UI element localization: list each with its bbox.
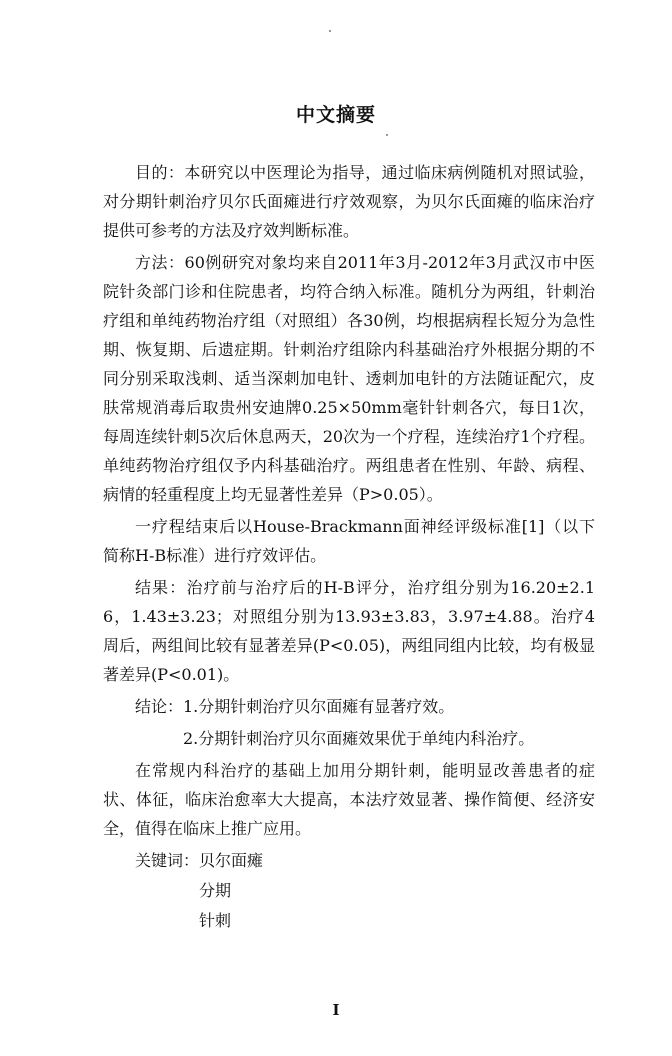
keyword-item: 分期 — [199, 881, 232, 900]
summary-paragraph: 在常规内科治疗的基础上加用分期针刺，能明显改善患者的症状、体征，临床治愈率大大提高，本法疗效显著、操作简便、经济安全，值得在临床上推广应用。 — [103, 761, 595, 838]
evaluation-paragraph: 一疗程结束后以House-Brackmann面神经评级标准[1]（以下简称H-B标准）进行疗效评估。 — [103, 517, 595, 565]
method-paragraph: 方法：60例研究对象均来自2011年3月-2012年3月武汉市中医院针灸部门诊和住院患者，均符合纳入标准。随机分为两组，针刺治疗组和单纯药物治疗组（对照组）各30例，均根据病程长短分为急性期、恢复期、后遗症期。针刺治疗组除内科基础治疗外根据分期的不同分别采取浅刺、适当深刺加电针、透刺加电针的方法随证配穴，皮肤常规消毒后取贵州安迪牌0.25×50mm毫针针刺各穴，每日1次，每周连续针刺5次后休息两天，20次为一个疗程，连续治疗1个疗程。单纯药物治疗组仅予内科基础治疗。两组患者在性别、年龄、病程、病情的轻重程度上均无显著性差异（P>0.05）。 — [103, 253, 595, 504]
page-title: 中文摘要 — [295, 104, 376, 126]
keyword-item: 贝尔面瘫 — [199, 851, 264, 870]
keywords-section — [103, 846, 595, 936]
results-paragraph: 结果：治疗前与治疗后的H-B评分，治疗组分别为16.20±2.16，1.43±3.23；对照组分别为13.93±3.83，3.97±4.88。治疗4周后，两组间比较有显著差异(P<0.05)，两组同组内比较，均有极显著差异(P<0.01)。 — [103, 578, 595, 684]
keywords-line — [103, 846, 595, 876]
page-number: I — [332, 1001, 340, 1019]
conclusion-line-1: 结论：1.分期针刺治疗贝尔面瘫有显著疗效。 — [135, 697, 455, 716]
scan-speck — [386, 134, 388, 136]
keyword-item: 针刺 — [199, 911, 232, 930]
abstract-body — [103, 158, 595, 936]
scan-speck — [329, 30, 331, 32]
conclusion-line-2: 2.分期针刺治疗贝尔面瘫效果优于单纯内科治疗。 — [183, 729, 535, 748]
objective-paragraph: 目的：本研究以中医理论为指导，通过临床病例随机对照试验，对分期针刺治疗贝尔氏面瘫进行疗效观察，为贝尔氏面瘫的临床治疗提供可参考的方法及疗效判断标准。 — [103, 163, 595, 240]
keywords-label: 关键词： — [135, 851, 200, 870]
